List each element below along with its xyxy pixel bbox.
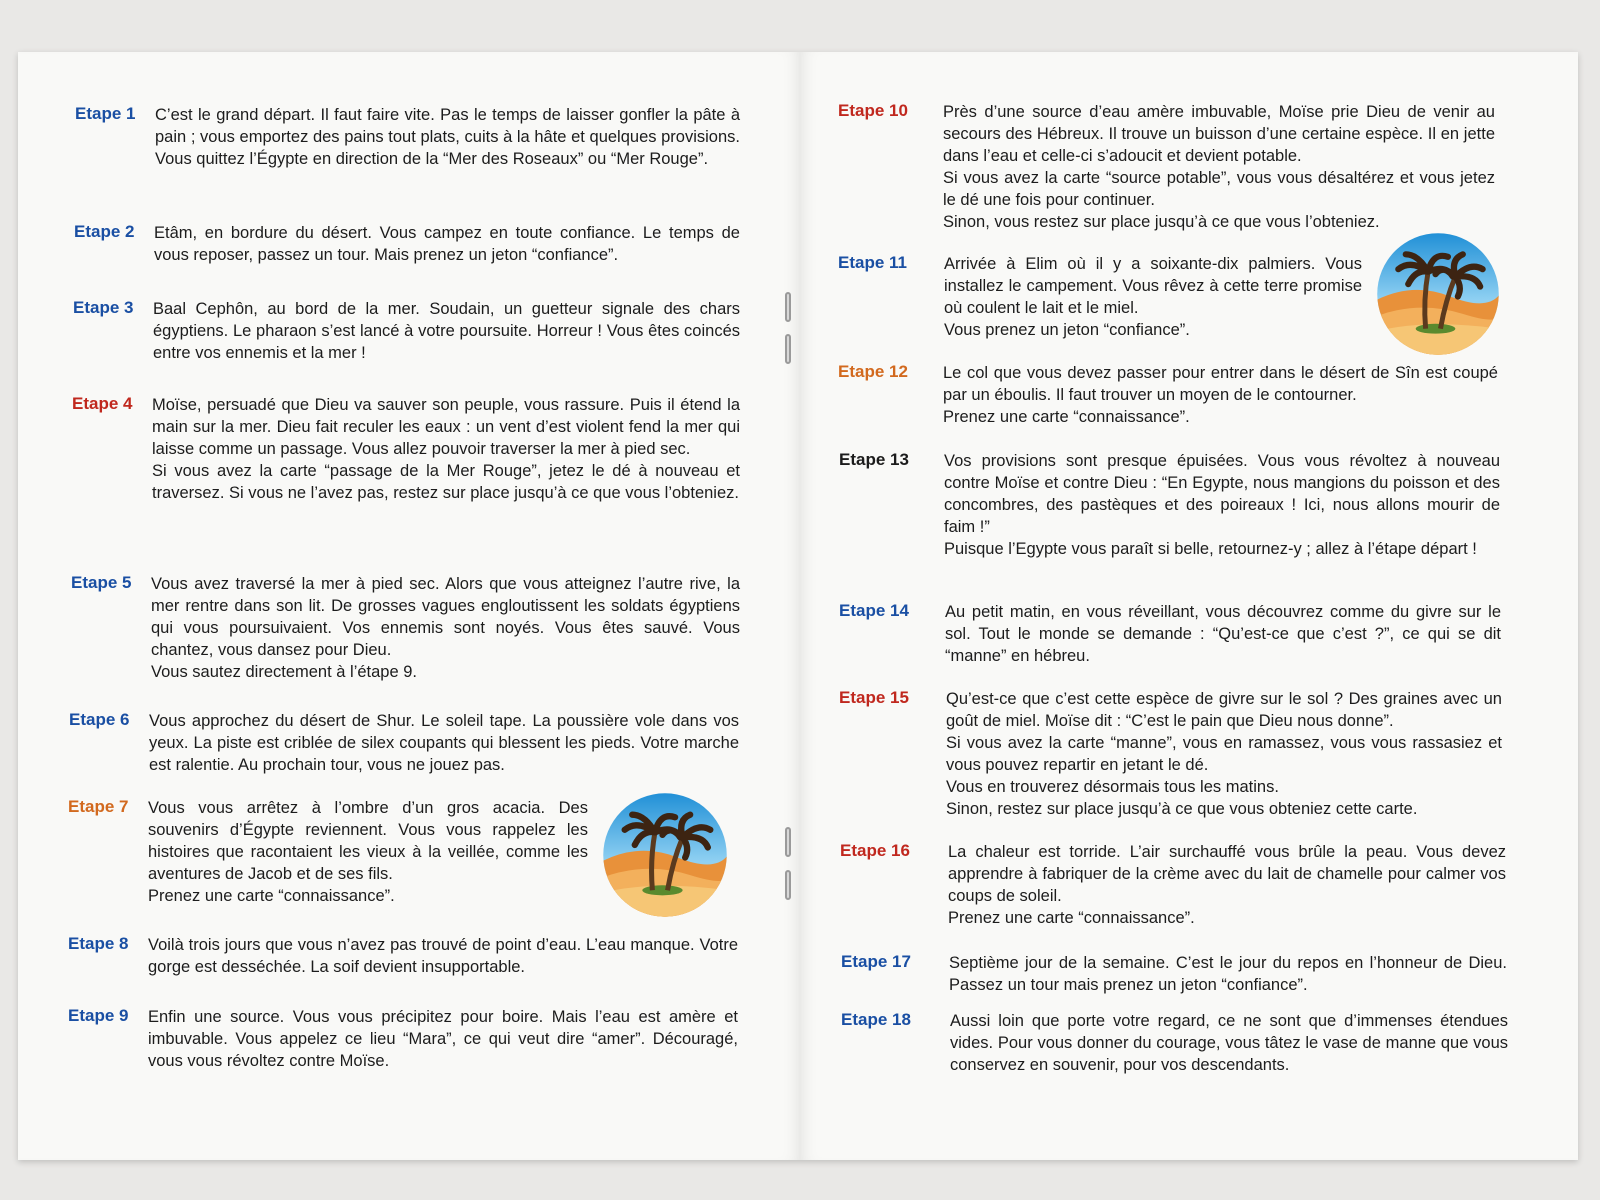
- staple-bottom-2: [785, 870, 791, 900]
- etape-text: [148, 934, 738, 978]
- etape-text: [944, 450, 1500, 560]
- etape-label: Etape 16: [840, 841, 910, 860]
- etape-paragraph: Sinon, vous restez sur place jusqu’à ce que vous l’obteniez.: [943, 213, 1380, 231]
- etape-label: Etape 15: [839, 688, 909, 707]
- etape-paragraph: Au petit matin, en vous réveillant, vous découvrez comme du givre sur le sol. Tout le monde se demande : “Qu’est-ce que c’est ?”, ce qui se dit “manne” en hébreu.: [945, 603, 1501, 665]
- etape-paragraph: Prenez une carte “connaissance”.: [943, 408, 1190, 426]
- etape-paragraph: Arrivée à Elim où il y a soixante-dix palmiers. Vous installez le campement. Vous rêvez à cette terre promise où coulent le lait et le miel.: [944, 255, 1362, 317]
- etape-label: Etape 4: [72, 394, 133, 413]
- etape-label: Etape 6: [69, 710, 130, 729]
- etape-paragraph: Qu’est-ce que c’est cette espèce de givre sur le sol ? Des graines avec un goût de miel. Moïse dit : “C’est le pain que Dieu nous donne”.: [946, 690, 1502, 730]
- etape-label: Etape 8: [68, 934, 129, 953]
- etape-label: Etape 13: [839, 450, 909, 469]
- etape-paragraph: Si vous avez la carte “source potable”, vous vous désaltérez et vous jetez le dé une fois pour continuer.: [943, 169, 1495, 209]
- etape-label: Etape 11: [838, 253, 907, 272]
- staple-top: [785, 292, 791, 322]
- etape-paragraph: Septième jour de la semaine. C’est le jour du repos en l’honneur de Dieu. Passez un tour mais prenez un jeton “confiance”.: [949, 954, 1507, 994]
- etape-paragraph: Vous avez traversé la mer à pied sec. Alors que vous atteignez l’autre rive, la mer rentre dans son lit. De grosses vagues engloutissent les soldats égyptiens qui vous poursuivaient. Vos ennemis sont noyés. Vous êtes sauvé. Vous chantez, vous dansez pour Dieu.: [151, 575, 740, 659]
- etape-text: [944, 253, 1362, 341]
- etape-text: [943, 362, 1498, 428]
- etape-text: [946, 688, 1502, 820]
- etape-paragraph: Puisque l’Egypte vous paraît si belle, retournez-y ; allez à l’étape départ !: [944, 540, 1477, 558]
- etape-text: [950, 1010, 1508, 1076]
- staple-bottom: [785, 827, 791, 857]
- etape-paragraph: C’est le grand départ. Il faut faire vite. Pas le temps de laisser gonfler la pâte à pain ; vous emportez des pains tout plats, cuits à la hâte et quelques provisions. Vous quittez l’Égypte en direction de la “Mer des Roseaux” ou “Mer Rouge”.: [155, 106, 740, 168]
- etape-paragraph: Sinon, restez sur place jusqu’à ce que vous obteniez cette carte.: [946, 800, 1418, 818]
- etape-label: Etape 10: [838, 101, 908, 120]
- etape-label: Etape 9: [68, 1006, 129, 1025]
- etape-paragraph: Vous sautez directement à l’étape 9.: [151, 663, 417, 681]
- etape-label: Etape 7: [68, 797, 129, 816]
- etape-paragraph: Si vous avez la carte “manne”, vous en ramassez, vous vous rassasiez et vous pouvez repartir en jetant le dé.: [946, 734, 1502, 774]
- etape-paragraph: Vous vous arrêtez à l’ombre d’un gros acacia. Des souvenirs d’Égypte reviennent. Vous vous rappelez les histoires que racontaient les vieux à la veillée, comme les aventures de Jacob et de ses fils.: [148, 799, 588, 883]
- etape-text: [148, 797, 588, 907]
- etape-label: Etape 1: [75, 104, 136, 123]
- etape-text: [943, 101, 1495, 233]
- etape-paragraph: Baal Cephôn, au bord de la mer. Soudain, un guetteur signale des chars égyptiens. Le pharaon s’est lancé à votre poursuite. Horreur ! Vous êtes coincés entre vos ennemis et la mer !: [153, 300, 740, 362]
- etape-text: [155, 104, 740, 170]
- etape-paragraph: Si vous avez la carte “passage de la Mer Rouge”, jetez le dé à nouveau et traversez. Si vous ne l’avez pas, restez sur place jusqu’à ce que vous l’obteniez.: [152, 462, 740, 502]
- etape-paragraph: Prenez une carte “connaissance”.: [148, 887, 395, 905]
- etape-text: [154, 222, 740, 266]
- staple-top-2: [785, 334, 791, 364]
- etape-label: Etape 5: [71, 573, 132, 592]
- etape-label: Etape 2: [74, 222, 135, 241]
- etape-paragraph: Vous approchez du désert de Shur. Le soleil tape. La poussière vole dans vos yeux. La piste est criblée de silex coupants qui blessent les pieds. Votre marche est ralentie. Au prochain tour, vous ne jouez pas.: [149, 712, 739, 774]
- etape-label: Etape 3: [73, 298, 134, 317]
- etape-paragraph: Aussi loin que porte votre regard, ce ne sont que d’immenses étendues vides. Pour vous donner du courage, vous tâtez le vase de manne que vous conservez en souvenir, pour vos descendants.: [950, 1012, 1508, 1074]
- etape-text: [152, 394, 740, 504]
- oasis-palm-trees-icon: [602, 792, 728, 918]
- etape-text: [149, 710, 739, 776]
- oasis-palm-trees-icon: [1376, 232, 1500, 356]
- etape-label: Etape 12: [838, 362, 908, 381]
- etape-paragraph: Moïse, persuadé que Dieu va sauver son peuple, vous rassure. Puis il étend la main sur la mer. Dieu fait reculer les eaux : un vent d’est violent fend la mer qui laisse comme un passage. Vous allez pouvoir traverser la mer à pied sec.: [152, 396, 740, 458]
- etape-paragraph: Vos provisions sont presque épuisées. Vous vous révoltez à nouveau contre Moïse et contre Dieu : “En Egypte, nous mangions du poisson et des concombres, des pastèques et des poireaux ! Ici, nous allons mourir de faim !”: [944, 452, 1500, 536]
- etape-text: [151, 573, 740, 683]
- etape-paragraph: Etâm, en bordure du désert. Vous campez en toute confiance. Le temps de vous reposer, passez un tour. Mais prenez un jeton “confiance”.: [154, 224, 740, 264]
- etape-paragraph: La chaleur est torride. L’air surchauffé vous brûle la peau. Vous devez apprendre à fabriquer de la crème avec du lait de chamelle pour calmer vos coups de soleil.: [948, 843, 1506, 905]
- etape-paragraph: Enfin une source. Vous vous précipitez pour boire. Mais l’eau est amère et imbuvable. Vous appelez ce lieu “Mara”, ce qui veut dire “amer”. Découragé, vous vous révoltez contre Moïse.: [148, 1008, 738, 1070]
- etape-label: Etape 14: [839, 601, 909, 620]
- etape-paragraph: Vous prenez un jeton “confiance”.: [944, 321, 1190, 339]
- etape-label: Etape 18: [841, 1010, 911, 1029]
- etape-paragraph: Prenez une carte “connaissance”.: [948, 909, 1195, 927]
- etape-paragraph: Vous en trouverez désormais tous les matins.: [946, 778, 1279, 796]
- etape-paragraph: Voilà trois jours que vous n’avez pas trouvé de point d’eau. L’eau manque. Votre gorge est desséchée. La soif devient insupportable.: [148, 936, 738, 976]
- etape-label: Etape 17: [841, 952, 911, 971]
- etape-text: [949, 952, 1507, 996]
- etape-text: [945, 601, 1501, 667]
- etape-paragraph: Le col que vous devez passer pour entrer dans le désert de Sîn est coupé par un éboulis. Il faut trouver un moyen de le contourner.: [943, 364, 1498, 404]
- etape-text: [153, 298, 740, 364]
- etape-paragraph: Près d’une source d’eau amère imbuvable, Moïse prie Dieu de venir au secours des Hébreux. Il trouve un buisson d’une certaine espèce. Il en jette dans l’eau et celle-ci s’adoucit et devient potable.: [943, 103, 1495, 165]
- etape-text: [948, 841, 1506, 929]
- etape-text: [148, 1006, 738, 1072]
